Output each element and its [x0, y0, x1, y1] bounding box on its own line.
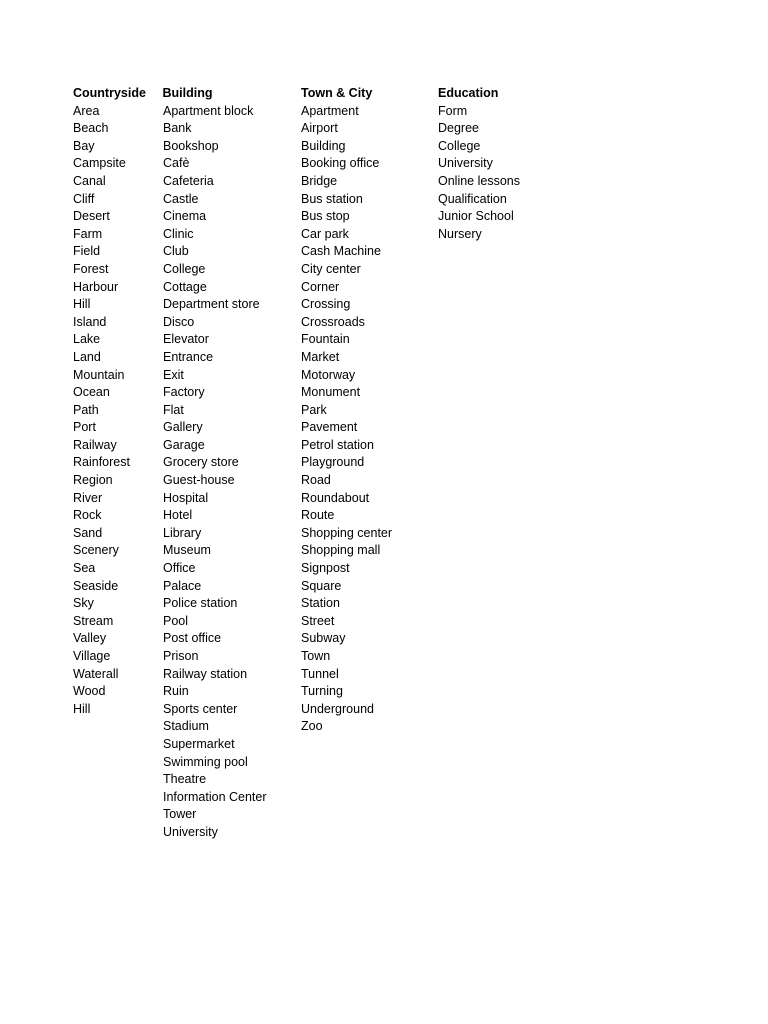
list-item: Waterall [73, 666, 119, 681]
column-countryside [73, 85, 146, 718]
list-item: Road [301, 473, 331, 488]
list-item: Crossing [301, 297, 351, 312]
list-item: Pool [163, 613, 189, 628]
list-item: Hotel [163, 508, 193, 523]
list-item: River [73, 490, 103, 505]
list-item: Scenery [73, 543, 119, 558]
column-header-building: Building [162, 86, 213, 100]
list-item: Island [73, 314, 107, 329]
list-item: Port [73, 420, 96, 435]
column-education [438, 85, 520, 243]
list-item: Apartment block [163, 103, 254, 118]
list-item: Square [301, 578, 342, 593]
list-item: Garage [163, 437, 205, 452]
list-item: Crossroads [301, 314, 365, 329]
list-item: Tunnel [301, 666, 339, 681]
list-item: Park [301, 402, 327, 417]
list-item: Mountain [73, 367, 125, 382]
list-item: Tower [163, 807, 197, 822]
list-item: Office [163, 561, 196, 576]
list-item: Airport [301, 121, 338, 136]
list-item: Harbour [73, 279, 119, 294]
list-item: Supermarket [163, 736, 235, 751]
list-item: Subway [301, 631, 346, 646]
list-item: Playground [301, 455, 365, 470]
list-item: Pavement [301, 420, 358, 435]
list-item: Motorway [301, 367, 356, 382]
list-item: Grocery store [163, 455, 239, 470]
list-item: Online lessons [438, 173, 520, 188]
list-item: Rock [73, 508, 102, 523]
list-item: Entrance [163, 349, 214, 364]
list-item: Petrol station [301, 437, 374, 452]
list-item: Shopping mall [301, 543, 381, 558]
word-list-town-city [301, 103, 392, 736]
list-item: Land [73, 349, 101, 364]
list-item: Turning [301, 684, 343, 699]
list-item: Farm [73, 226, 103, 241]
list-item: Department store [163, 297, 260, 312]
list-item: Beach [73, 121, 109, 136]
list-item: Forest [73, 261, 109, 276]
list-item: Path [73, 402, 99, 417]
list-item: Sea [73, 561, 96, 576]
list-item: Apartment [301, 103, 359, 118]
list-item: Cash Machine [301, 244, 381, 259]
list-item: Seaside [73, 578, 119, 593]
list-item: Corner [301, 279, 340, 294]
list-item: Bus station [301, 191, 363, 206]
list-item: Village [73, 649, 111, 663]
list-item: Disco [163, 314, 195, 329]
list-item: Desert [73, 209, 110, 224]
column-town-city [301, 85, 392, 736]
list-item: Bay [73, 138, 95, 153]
list-item: University [438, 156, 493, 171]
list-item: Region [73, 473, 113, 488]
list-item: Bank [163, 121, 192, 136]
list-item: Elevator [163, 332, 209, 347]
list-item: Hospital [163, 490, 209, 505]
list-item: Underground [301, 701, 374, 716]
list-item: Town [301, 649, 331, 663]
list-item: Roundabout [301, 490, 370, 505]
list-item: Police station [163, 596, 238, 611]
list-item: Monument [301, 385, 361, 400]
list-item: Factory [163, 385, 205, 400]
list-item: Post office [163, 631, 222, 646]
list-item: Bus stop [301, 209, 350, 224]
list-item: Degree [438, 121, 479, 136]
list-item: Guest-house [163, 473, 235, 488]
list-item: Gallery [163, 420, 203, 435]
list-item: Theatre [163, 772, 207, 787]
list-item: Ruin [163, 684, 189, 699]
column-header-countryside: Countryside [73, 86, 146, 100]
list-item: Field [73, 244, 101, 259]
list-item: Cafè [163, 156, 190, 171]
list-item: Market [301, 349, 340, 364]
list-item: Nursery [438, 226, 482, 241]
list-item: Qualification [438, 191, 507, 206]
list-item: Shopping center [301, 525, 393, 540]
list-item: Stream [73, 613, 114, 628]
list-item: Clinic [163, 226, 194, 241]
list-item: Bookshop [163, 138, 219, 153]
list-item: Hill [73, 701, 91, 716]
list-item: Cafeteria [163, 173, 214, 188]
list-item: Wood [73, 684, 106, 699]
list-item: Swimming pool [163, 754, 248, 769]
word-list-countryside [73, 103, 146, 719]
column-building [163, 85, 267, 842]
list-item: Building [301, 138, 346, 153]
list-item: Cinema [163, 209, 207, 224]
list-item: Railway station [163, 666, 248, 681]
list-item: College [438, 138, 481, 153]
list-item: Fountain [301, 332, 350, 347]
list-item: Route [301, 508, 335, 523]
list-item: University [163, 824, 218, 839]
list-item: Club [163, 244, 189, 259]
list-item: Prison [163, 649, 199, 663]
list-item: Car park [301, 226, 349, 241]
list-item: Hill [73, 297, 91, 312]
list-item: Zoo [301, 719, 323, 734]
list-item: Information Center [163, 789, 267, 804]
list-item: Lake [73, 332, 101, 347]
list-item: Signpost [301, 561, 350, 576]
list-item: Station [301, 596, 340, 611]
list-item: Sports center [163, 701, 238, 716]
list-item: Library [163, 525, 202, 540]
list-item: Valley [73, 631, 107, 646]
list-item: Canal [73, 173, 106, 188]
list-item: Street [301, 613, 335, 628]
list-item: Ocean [73, 385, 110, 400]
list-item: Form [438, 103, 468, 118]
list-item: Castle [163, 191, 199, 206]
list-item: Sky [73, 596, 94, 611]
list-item: Exit [163, 367, 184, 382]
list-item: Palace [163, 578, 202, 593]
list-item: Cottage [163, 279, 207, 294]
list-item: Booking office [301, 156, 380, 171]
list-item: Rainforest [73, 455, 130, 470]
word-list-education [438, 103, 520, 244]
list-item: Junior School [438, 209, 514, 224]
list-item: Museum [163, 543, 211, 558]
column-header-education: Education [438, 86, 499, 100]
list-item: Campsite [73, 156, 126, 171]
list-item: Cliff [73, 191, 95, 206]
column-header-town-city: Town & City [301, 86, 373, 100]
list-item: Railway [73, 437, 117, 452]
list-item: Stadium [163, 719, 209, 734]
list-item: Sand [73, 525, 103, 540]
word-list-building [163, 103, 267, 842]
list-item: Area [73, 103, 100, 118]
list-item: City center [301, 261, 361, 276]
list-item: Flat [163, 402, 184, 417]
list-item: Bridge [301, 173, 338, 188]
list-item: College [163, 261, 206, 276]
